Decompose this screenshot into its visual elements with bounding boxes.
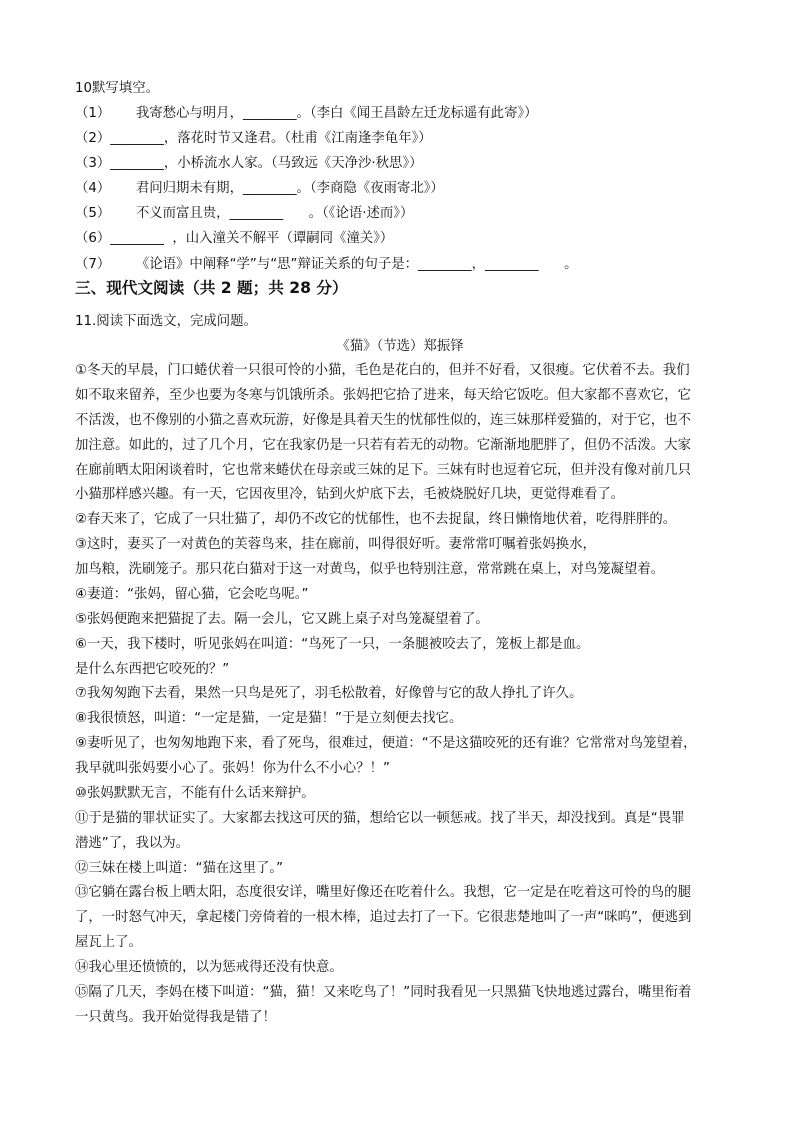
passage-line: ⑦我匆匆跑下去看，果然一只鸟是死了，羽毛松散着，好像曾与它的敌人挣扎了许久。	[75, 686, 583, 701]
passage-line: ①冬天的早晨，门口蜷伏着一只很可怜的小猫，毛色是花白的，但并不好看，又很瘦。它伏着不去。我们	[75, 363, 690, 378]
passage-line: ⑩张妈默默无言，不能有什么话来辩护。	[75, 786, 315, 801]
passage-line: 屋瓦上了。	[75, 935, 142, 950]
passage-line: ⑥一天，我下楼时，听见张妈在叫道：“鸟死了一只，一条腿被咬去了，笼板上都是血。	[75, 637, 590, 652]
fill-blank-item: （1） 我寄愁心与明月，________。（李白《闻王昌龄左迁龙标遥有此寄》）	[75, 106, 538, 121]
passage-line: 我早就叫张妈要小心了。张妈！你为什么不小心？！”	[75, 761, 390, 776]
section-3-heading: 三、现代文阅读（共 2 题；共 28 分）	[75, 279, 348, 297]
passage-line: 加注意。如此的，过了几个月，它在我家仍是一只若有若无的动物。它渐渐地肥胖了，但仍不活泼。大家	[75, 438, 691, 453]
question-11-intro: 11.阅读下面选文，完成问题。	[75, 314, 257, 329]
passage-line: 小猫那样感兴趣。有一天，它因夜里冷，钻到火炉底下去，毛被烧脱好几块，更觉得难看了。	[75, 487, 625, 502]
passage-line: 潜逃”了，我以为。	[75, 836, 190, 851]
passage-line: ③这时，妻买了一对黄色的芙蓉鸟来，挂在廊前，叫得很好听。妻常常叮嘱着张妈换水，	[75, 537, 596, 552]
question-10-title: 10默写填空。	[75, 81, 159, 96]
passage-line: ⑬它躺在露台板上晒太阳，态度很安详，嘴里好像还在吃着什么。我想，它一定是在吃着这可怜的鸟的腿	[75, 885, 691, 900]
passage-line: ⑨妻听见了，也匆匆地跑下来，看了死鸟，很难过，便道：“不是这猫咬死的还有谁？它常常对鸟笼望着，	[75, 736, 697, 751]
passage-line: 是什么东西把它咬死的？”	[75, 662, 230, 677]
passage-line: ⑫三妹在楼上叫道：“猫在这里了。”	[75, 861, 284, 876]
passage-line: ⑤张妈便跑来把猫捉了去。隔一会儿，它又跳上桌子对鸟笼凝望着了。	[75, 612, 489, 627]
fill-blank-item: （2）________，落花时节又逢君。（杜甫《江南逢李龟年》）	[75, 131, 432, 146]
passage-line: 加鸟粮，洗刷笼子。那只花白猫对于这一对黄鸟，似乎也特别注意，常常跳在桌上，对鸟笼凝望着。	[75, 562, 665, 577]
passage-line: 了，一时怒气冲天，拿起楼门旁倚着的一根木棒，追过去打了一下。它很悲楚地叫了一声“咪呜”，便逃到	[75, 910, 692, 925]
fill-blank-item: （5） 不义而富且贵，________ 。（《论语·述而》）	[75, 206, 414, 221]
fill-blank-item: （3）________，小桥流水人家。（马致远《天净沙·秋思》）	[75, 156, 423, 171]
passage-line: 如不取来留养，至少也要为冬寒与饥饿所杀。张妈把它拾了进来，每天给它饭吃。但大家都不喜欢它，它	[75, 388, 691, 403]
passage-line: ②春天来了，它成了一只壮猫了，却仍不改它的忧郁性，也不去捉鼠，终日懒惰地伏着，吃得胖胖的。	[75, 512, 677, 527]
passage-line: 不活泼，也不像别的小猫之喜欢玩游，好像是具着天生的忧郁性似的，连三妹那样爱猫的，对于它，也不	[75, 413, 691, 428]
passage-line: 在廊前晒太阳闲谈着时，它也常来蜷伏在母亲或三妹的足下。三妹有时也逗着它玩，但并没有像对前几只	[75, 463, 691, 478]
fill-blank-item: （4） 君问归期未有期，________。（李商隐《夜雨寄北》）	[75, 181, 444, 196]
passage-line: 一只黄鸟。我开始觉得我是错了！	[75, 1010, 276, 1025]
fill-blank-item: （6）________ ，山入潼关不解平（谭嗣同《潼关》）	[75, 231, 394, 246]
passage-line: ⑧我很愤怒，叫道：“一定是猫，一定是猫！”于是立刻便去找它。	[75, 711, 463, 726]
passage-line: ④妻道：“张妈，留心猫，它会吃鸟呢。”	[75, 587, 309, 602]
fill-blank-item: （7） 《论语》中阐释“学”与“思”辩证关系的句子是：________，________ 。	[75, 257, 578, 272]
passage-line: ⑮隔了几天，李妈在楼下叫道：“猫，猫！又来吃鸟了！”同时我看见一只黑猫飞快地逃过露台，嘴里衔着	[75, 985, 692, 1000]
article-title: 《猫》（节选）郑振铎	[336, 339, 464, 354]
passage-line: ⑪于是猫的罪状证实了。大家都去找这可厌的猫，想给它以一顿惩戒。找了半天，却没找到。真是“畏罪	[75, 811, 685, 826]
passage-line: ⑭我心里还愤愤的，以为惩戒得还没有快意。	[75, 960, 343, 975]
